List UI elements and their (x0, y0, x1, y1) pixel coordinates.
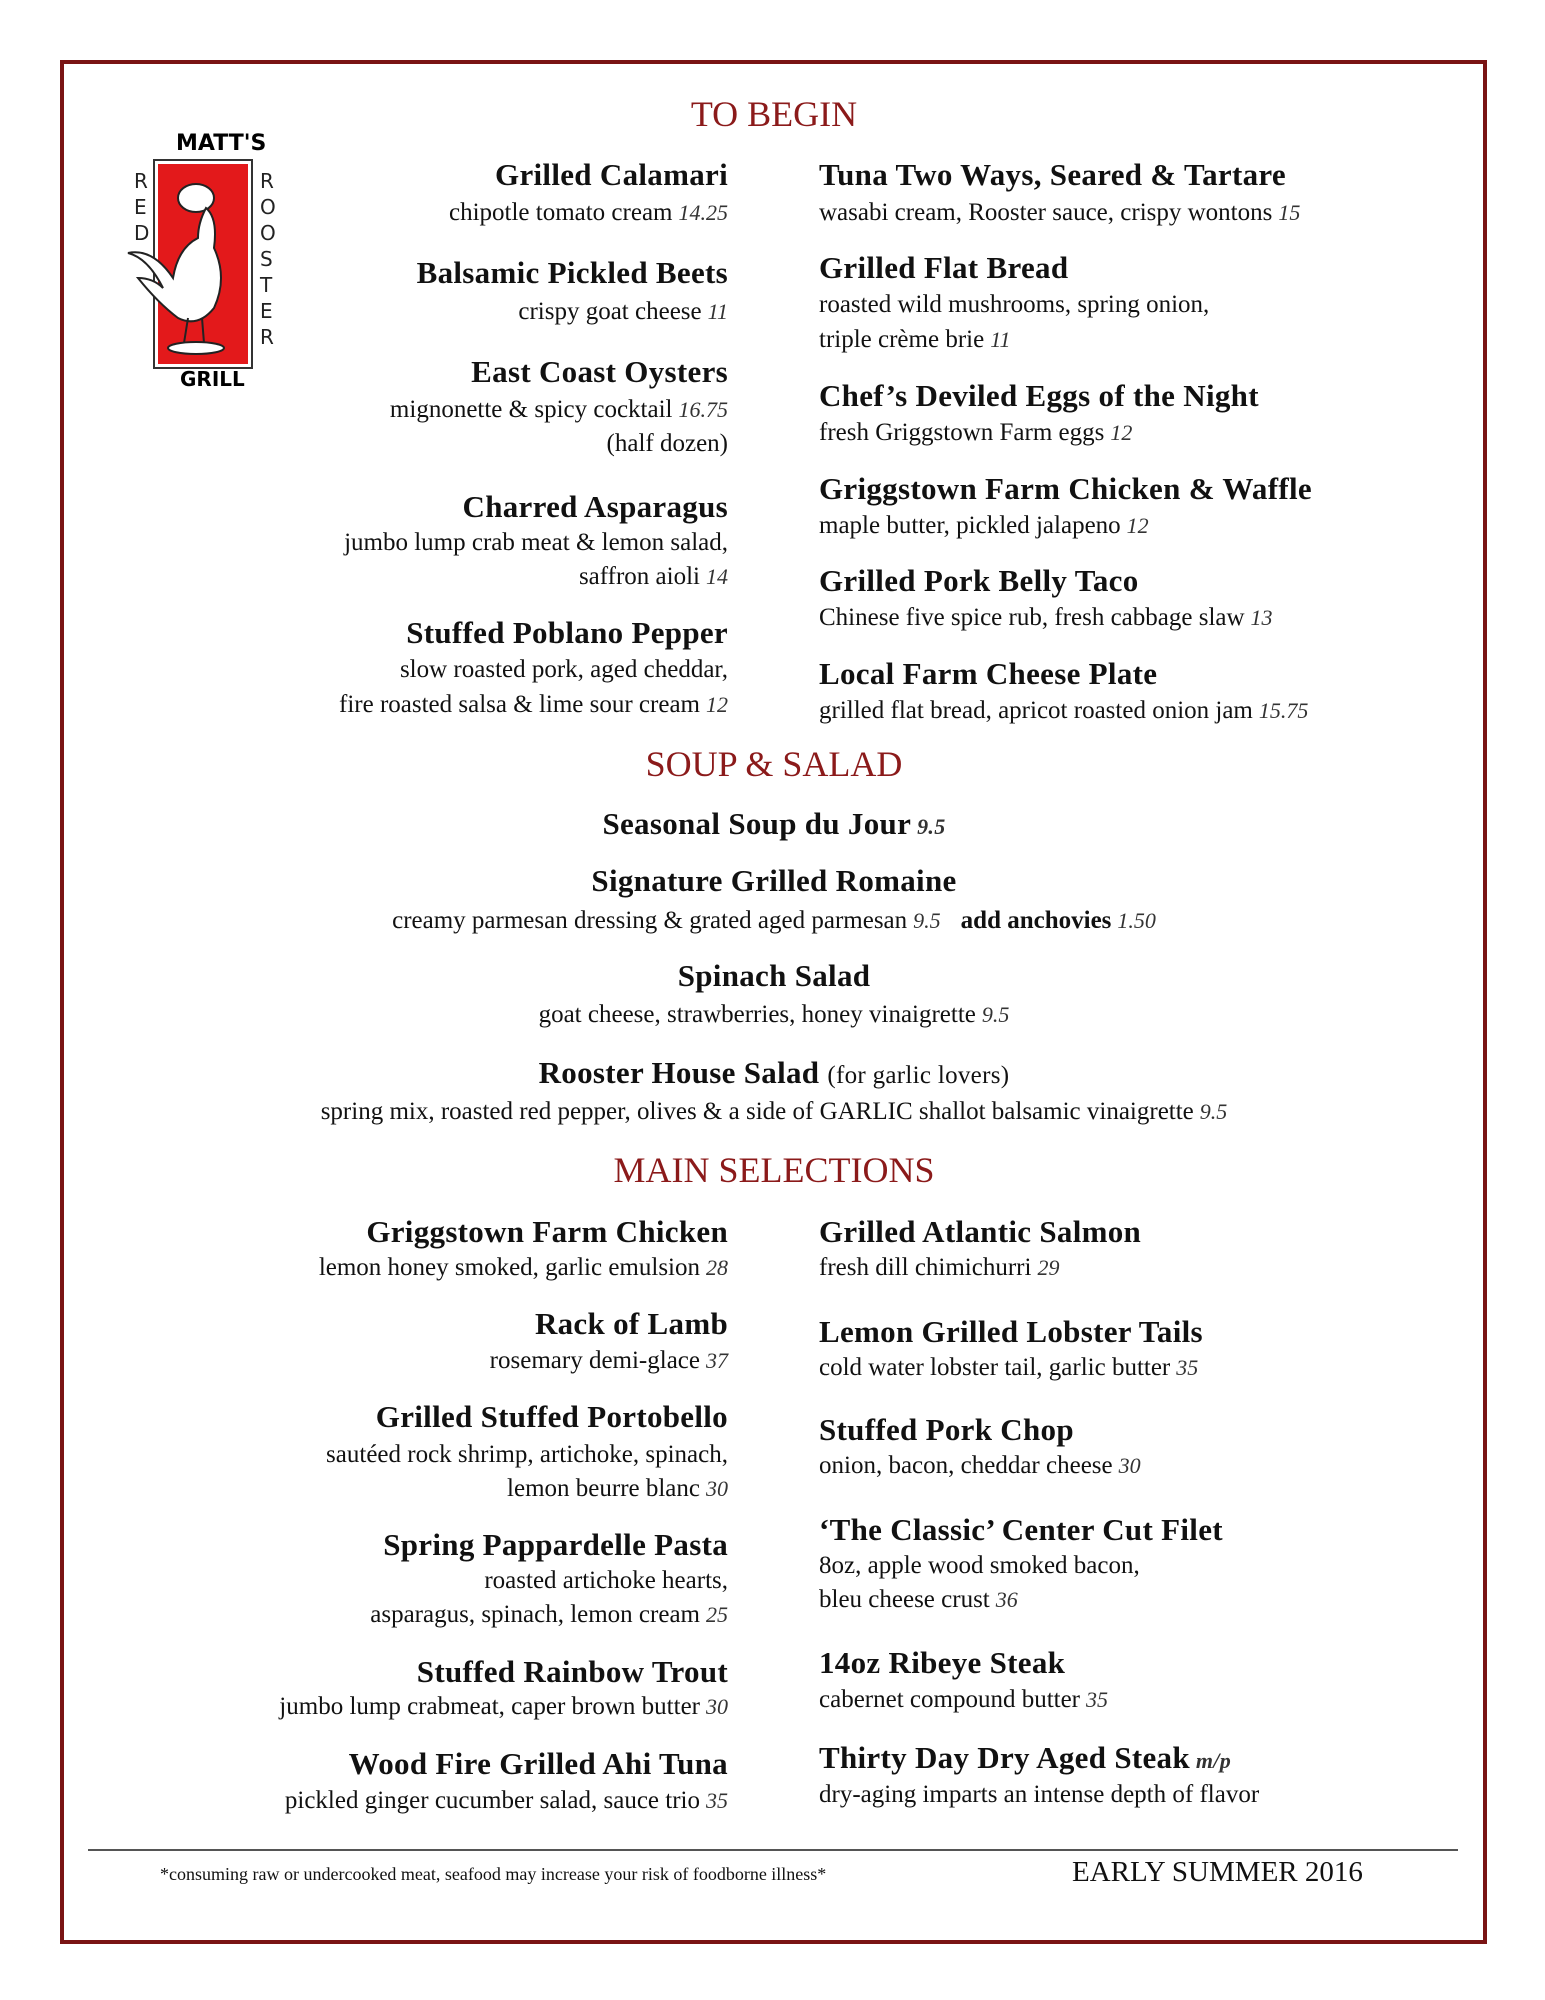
menu-item-name (463, 489, 728, 525)
food-safety-disclaimer: *consuming raw or undercooked meat, seafood may increase your risk of foodborne illness* (160, 1864, 827, 1884)
description-text: crispy goat cheese (518, 298, 702, 325)
item-name-text: Rack of Lamb (534, 1306, 728, 1341)
item-price: 12 (706, 692, 728, 717)
item-price: 12 (1126, 513, 1149, 538)
menu-item-description (285, 1786, 728, 1816)
item-price: 25 (706, 1602, 728, 1627)
description-text: chipotle tomato cream (448, 199, 673, 226)
svg-text:GRILL: GRILL (180, 367, 245, 390)
description-text: lemon honey smoked, garlic emulsion (318, 1254, 700, 1281)
item-price: 13 (1250, 605, 1273, 630)
menu-item-name (376, 1399, 728, 1435)
soup-salad-item-name (0, 806, 1545, 845)
menu-item-description (370, 1600, 728, 1630)
menu-item-description (449, 198, 728, 228)
menu-item-name (819, 157, 1286, 193)
item-name-text: Stuffed Pork Chop (819, 1412, 1074, 1447)
description-text: creamy parmesan dressing & grated aged parmesan (392, 907, 908, 934)
menu-item-description (518, 297, 728, 327)
menu-item-name (366, 1214, 728, 1250)
svg-text:O: O (260, 195, 276, 219)
item-price: 9.5 (981, 1002, 1010, 1027)
soup-salad-item-name (0, 863, 1545, 899)
item-name-text: East Coast Oysters (471, 354, 728, 389)
description-text: mignonette & spicy cocktail (389, 396, 673, 423)
menu-item-name (417, 255, 728, 291)
item-price: 35 (706, 1788, 728, 1813)
description-text: wasabi cream, Rooster sauce, crispy wontons (819, 199, 1273, 226)
menu-item-description (819, 1780, 1259, 1810)
menu-item-description (819, 1253, 1059, 1283)
svg-text:E: E (260, 299, 273, 323)
menu-item-name (819, 1512, 1223, 1548)
menu-item-name (819, 471, 1312, 507)
section-heading-to_begin: TO BEGIN (690, 94, 858, 134)
svg-text:D: D (134, 221, 150, 245)
description-text: sautéed rock shrimp, artichoke, spinach, (326, 1441, 728, 1468)
section-heading-soup_salad: SOUP & SALAD (645, 744, 903, 784)
item-name-text: Balsamic Pickled Beets (416, 255, 728, 290)
description-text: roasted artichoke hearts, (484, 1567, 728, 1594)
description-text: goat cheese, strawberries, honey vinaigrette (538, 1001, 976, 1028)
item-note: (for garlic lovers) (827, 1062, 1010, 1089)
menu-item-description (279, 1692, 728, 1722)
item-name-text: Grilled Calamari (495, 157, 728, 192)
menu-item-name (349, 1746, 728, 1782)
menu-item-name (383, 1527, 728, 1563)
menu-item-description (490, 1346, 728, 1376)
menu-item-name (819, 1214, 1141, 1250)
menu-item-name (819, 563, 1139, 599)
item-price: 11 (990, 327, 1011, 352)
item-price: 15 (1278, 200, 1301, 225)
item-price: 12 (1110, 420, 1133, 445)
item-price: 9.5 (1199, 1099, 1228, 1124)
description-text: rosemary demi-glace (489, 1347, 700, 1374)
description-text: cabernet compound butter (819, 1686, 1081, 1713)
add-on-price: 1.50 (1117, 908, 1156, 933)
menu-item-description (339, 690, 728, 720)
item-price: 30 (706, 1694, 728, 1719)
item-price: 16.75 (678, 397, 728, 422)
menu-item-name (819, 1314, 1203, 1350)
svg-text:O: O (260, 221, 276, 245)
item-name-text: Stuffed Poblano Pepper (406, 615, 728, 650)
item-name-text: Signature Grilled Romaine (591, 863, 957, 898)
item-price: 36 (995, 1587, 1018, 1612)
svg-text:R: R (134, 169, 148, 193)
description-text: jumbo lump crabmeat, caper brown butter (279, 1693, 700, 1720)
menu-item-name (535, 1306, 728, 1342)
item-price: 35 (1086, 1687, 1109, 1712)
menu-item-name (819, 1645, 1065, 1681)
menu-item-description (819, 1585, 1018, 1615)
item-name-text: Griggstown Farm Chicken & Waffle (819, 471, 1312, 506)
item-name-text: 14oz Ribeye Steak (819, 1645, 1066, 1680)
description-text: roasted wild mushrooms, spring onion, (819, 291, 1210, 318)
item-name-text: Griggstown Farm Chicken (366, 1214, 728, 1249)
item-price: 11 (707, 299, 728, 324)
menu-item-description (819, 418, 1132, 448)
menu-item-description (344, 528, 728, 558)
soup-salad-item-description (0, 906, 1545, 936)
item-name-text: ‘The Classic’ Center Cut Filet (819, 1512, 1223, 1547)
description-text: fresh Griggstown Farm eggs (819, 419, 1105, 446)
item-name-text: Chef’s Deviled Eggs of the Night (819, 378, 1259, 413)
description-text: Chinese five spice rub, fresh cabbage slaw (819, 604, 1245, 631)
description-text: triple crème brie (819, 326, 985, 353)
menu-item-description (819, 1551, 1140, 1581)
svg-text:MATT'S: MATT'S (176, 131, 267, 156)
menu-item-description (326, 1440, 728, 1470)
menu-item-description (400, 655, 728, 685)
item-name-text: Local Farm Cheese Plate (819, 656, 1158, 691)
menu-item-description (819, 290, 1209, 320)
item-name-text: Grilled Atlantic Salmon (819, 1214, 1142, 1249)
menu-item-description (819, 603, 1273, 633)
description-text: bleu cheese crust (819, 1586, 990, 1613)
description-text: cold water lobster tail, garlic butter (819, 1354, 1171, 1381)
item-price: 14 (706, 564, 728, 589)
menu-item-name (471, 354, 728, 390)
description-text: jumbo lump crab meat & lemon salad, (344, 529, 728, 556)
description-text: dry-aging imparts an intense depth of flavor (819, 1781, 1260, 1808)
menu-item-name (819, 378, 1259, 414)
description-text: slow roasted pork, aged cheddar, (399, 656, 728, 683)
item-price: 9.5 (913, 908, 941, 933)
restaurant-logo (118, 128, 288, 390)
menu-item-description (390, 395, 728, 425)
menu-item-description (507, 1474, 728, 1504)
menu-item-description (607, 429, 728, 459)
soup-salad-item-description (0, 1000, 1545, 1030)
menu-item-description (484, 1566, 728, 1596)
item-name-text: Rooster House Salad (538, 1055, 820, 1090)
item-price: 30 (706, 1476, 728, 1501)
description-text: 8oz, apple wood smoked bacon, (819, 1552, 1140, 1579)
svg-text:R: R (260, 169, 274, 193)
menu-item-description (819, 1685, 1108, 1715)
item-name-text: Lemon Grilled Lobster Tails (819, 1314, 1203, 1349)
description-text: (half dozen) (606, 430, 728, 457)
item-name-text: Tuna Two Ways, Seared & Tartare (819, 157, 1286, 192)
item-price: 15.75 (1258, 698, 1309, 723)
menu-item-description (319, 1253, 728, 1283)
menu-item-name (406, 615, 728, 651)
description-text: fresh dill chimichurri (819, 1254, 1032, 1281)
item-name-text: Grilled Flat Bread (819, 250, 1069, 285)
item-name-text: Wood Fire Grilled Ahi Tuna (348, 1746, 728, 1781)
section-heading-main: MAIN SELECTIONS (613, 1150, 935, 1190)
item-price: 14.25 (678, 200, 728, 225)
item-name-text: Spinach Salad (677, 958, 871, 993)
item-price: 29 (1037, 1255, 1060, 1280)
item-name-text: Spring Pappardelle Pasta (383, 1527, 728, 1562)
menu-item-name (819, 656, 1157, 692)
item-name-text: Seasonal Soup du Jour (602, 806, 912, 841)
svg-text:R: R (260, 325, 274, 349)
description-text: asparagus, spinach, lemon cream (370, 1601, 700, 1628)
description-text: spring mix, roasted red pepper, olives & a side of GARLIC shallot balsamic vinaigrette (320, 1098, 1194, 1125)
description-text: saffron aioli (578, 563, 700, 590)
svg-text:E: E (134, 195, 147, 219)
menu-item-name (819, 250, 1068, 286)
item-price: 9.5 (917, 814, 946, 839)
add-on-label: add anchovies (960, 907, 1112, 934)
description-text: onion, bacon, cheddar cheese (819, 1452, 1113, 1479)
item-price: 37 (706, 1348, 728, 1373)
menu-item-name (495, 157, 728, 193)
item-price: 30 (1118, 1453, 1141, 1478)
description-text: maple butter, pickled jalapeno (819, 512, 1121, 539)
soup-salad-item-description (0, 1097, 1545, 1127)
menu-item-description (819, 325, 1011, 355)
description-text: grilled flat bread, apricot roasted onion jam (819, 697, 1253, 724)
menu-item-description (819, 1353, 1198, 1383)
menu-item-description (819, 511, 1149, 541)
description-text: pickled ginger cucumber salad, sauce trio (284, 1787, 700, 1814)
item-name-text: Grilled Stuffed Portobello (375, 1399, 728, 1434)
item-price: 35 (1176, 1355, 1199, 1380)
menu-item-description (819, 198, 1300, 228)
item-name-text: Charred Asparagus (462, 489, 728, 524)
item-price: m/p (1195, 1748, 1232, 1773)
item-name-text: Grilled Pork Belly Taco (819, 563, 1139, 598)
item-name-text: Stuffed Rainbow Trout (416, 1654, 728, 1689)
description-text: fire roasted salsa & lime sour cream (339, 691, 700, 718)
menu-item-name (819, 1740, 1231, 1779)
svg-text:T: T (260, 273, 273, 297)
item-name-text: Thirty Day Dry Aged Steak (819, 1740, 1190, 1775)
menu-item-name (417, 1654, 728, 1690)
item-price: 28 (706, 1255, 728, 1280)
menu-item-description (819, 1451, 1141, 1481)
menu-season: EARLY SUMMER 2016 (1072, 1856, 1363, 1888)
description-text: lemon beurre blanc (507, 1475, 700, 1502)
menu-item-description (819, 696, 1308, 726)
soup-salad-item-name (0, 958, 1545, 994)
svg-text:S: S (260, 247, 273, 271)
footer-divider (88, 1849, 1458, 1851)
menu-item-description (579, 562, 728, 592)
menu-item-name (819, 1412, 1074, 1448)
soup-salad-item-name (0, 1055, 1545, 1094)
